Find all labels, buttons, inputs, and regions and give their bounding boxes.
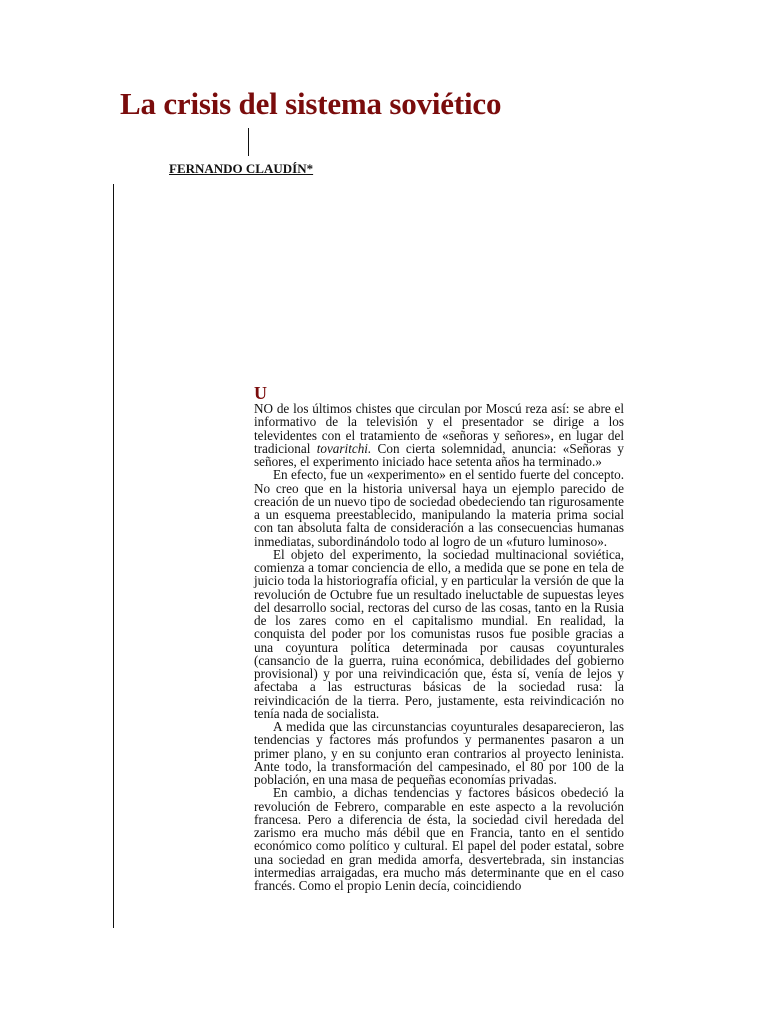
paragraph-5: En cambio, a dichas tendencias y factores básicos obedeció la revolución de Febrero, comparable en este aspecto a la revolución francesa. Pero a diferencia de ésta, la sociedad civil heredada del zarismo era mucho más débil que en Francia, tanto en el sentido económico como político y cultural. El papel del poder estatal, sobre una sociedad en gran medida amorfa, desvertebrada, sin instancias intermedias arraigadas, era mucho más determinante que en el caso francés. Como el propio Lenin decía, coincidiendo (254, 785, 624, 893)
article-body (254, 384, 624, 892)
paragraph-1 (254, 402, 624, 468)
paragraph-1-emphasis: tovaritchi. (316, 440, 372, 456)
left-margin-rule (113, 184, 114, 928)
article-title: La crisis del sistema soviético (120, 86, 502, 121)
drop-cap: U (254, 383, 267, 403)
paragraph-1-text-end: Con cierta solemnidad, anuncia: «Señoras y señores, el experimento iniciado hace setenta años ha terminado.» (254, 440, 625, 469)
paragraph-1-text: NO de los últimos chistes que circulan por Moscú reza así: se abre el informativo de la televisión y el presentador se dirige a los televidentes con el tratamiento de «señoras y señores», en lugar del tradicional (254, 401, 624, 456)
paragraph-2: En efecto, fue un «experimento» en el sentido fuerte del concepto. No creo que en la historia universal haya un ejemplo parecido de creación de un nuevo tipo de sociedad obedeciendo tan rigurosamente a un esquema preestablecido, manipulando la materia prima social con tan absoluta falta de consideración a las consecuencias humanas inmediatas, subordinándolo todo al logro de un «futuro luminoso». (254, 467, 624, 549)
paragraph-4: A medida que las circunstancias coyunturales desaparecieron, las tendencias y factores más profundos y permanentes pasaron a un primer plano, y en su conjunto eran contrarios al proyecto leninista. Ante todo, la transformación del campesinado, el 80 por 100 de la población, en una masa de pequeñas economías privadas. (254, 719, 624, 787)
title-vertical-rule (248, 128, 249, 156)
article-author: FERNANDO CLAUDÍN* (169, 161, 314, 176)
paragraph-3: El objeto del experimento, la sociedad multinacional soviética, comienza a tomar conciencia de ello, a medida que se pone en tela de juicio toda la historiografía oficial, y en particular la versión de que la revolución de Octubre fue un resultado ineluctable de supuestas leyes del desarrollo social, rectoras del curso de las cosas, tanto en la Rusia de los zares como en el capitalismo mundial. En realidad, la conquista del poder por los comunistas rusos fue posible gracias a una coyuntura política determinada por causas coyunturales (cansancio de la guerra, ruina económica, debilidades del gobierno provisional) y por una reivindicación que, ésta sí, venía de lejos y afectaba a las estructuras básicas de la sociedad rusa: la reivindicación de la tierra. Pero, justamente, esta reivindicación no tenía nada de socialista. (254, 546, 624, 721)
